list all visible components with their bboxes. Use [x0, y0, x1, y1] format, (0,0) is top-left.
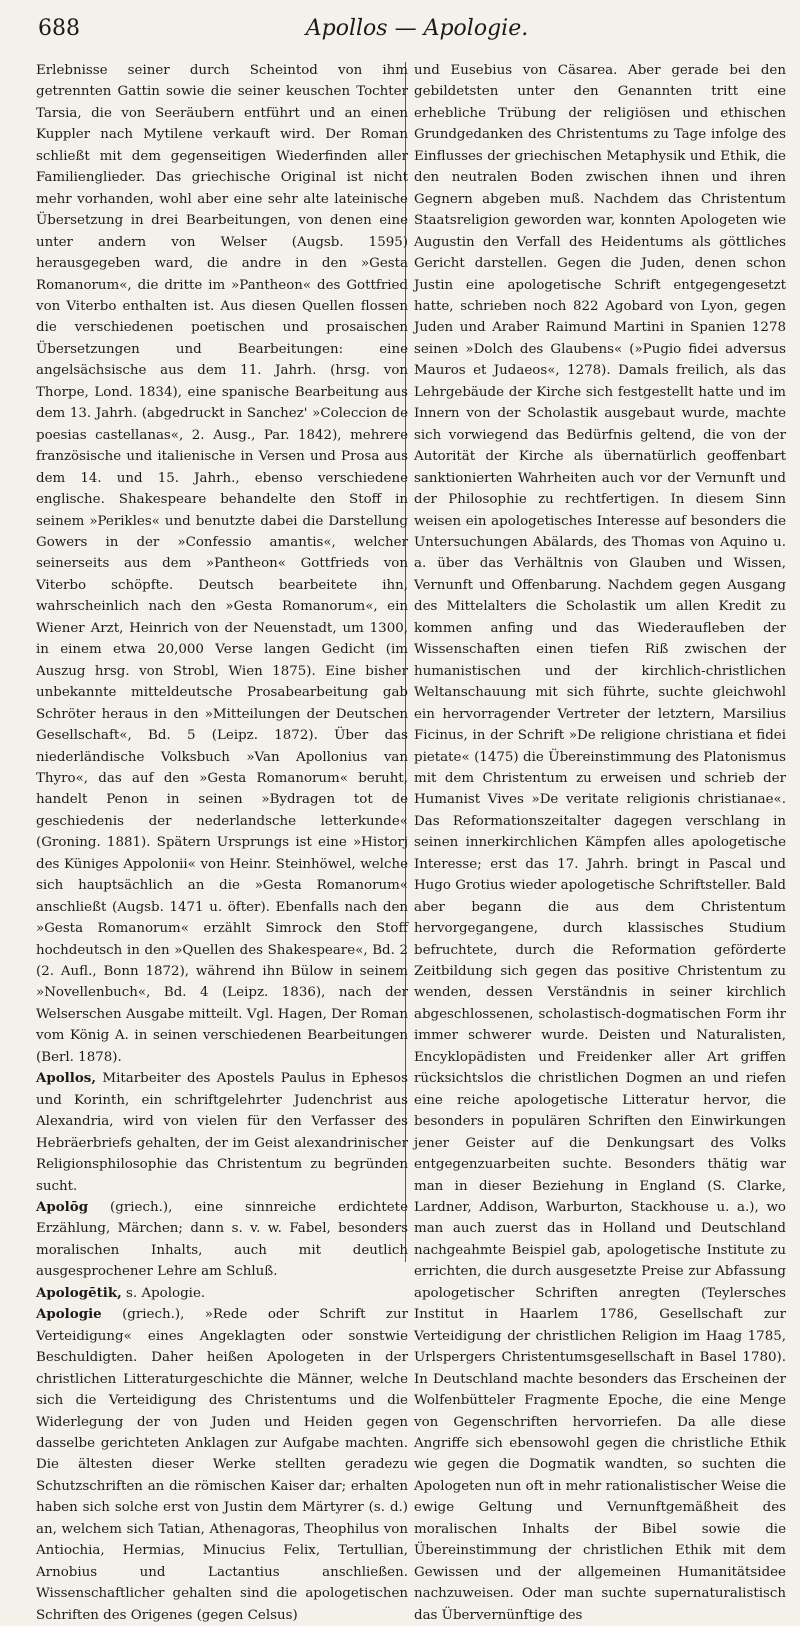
entry-text-apologie: (griech.), »Rede oder Schrift zur Verteidigung« eines Angeklagten oder sonstwie Beschuldigten. Daher heißen Apologeten in der christlichen Litteraturgeschichte die Männer, welche sich die Verteidigung des Christentums und die Widerlegung der von Juden und Heiden gegen dasselbe gerichteten Anklagen zur Aufgabe machten. Die ältesten dieser Werke stellten geradezu Schutzschriften an die römischen Kaiser dar; erhalten haben sich solche erst von Justin dem Märtyrer (s. d.) an, welchem sich Tatian, Athenagoras, Theophilus von Antiochia, Hermias, Minucius Felix, Tertullian, Arnobius und Lactantius anschließen. Wissenschaftlicher gehalten sind die apologetischen Schriften des Origenes (gegen Celsus)	[36, 1307, 408, 1623]
entry-head-apologie: Apologie	[36, 1306, 102, 1323]
page-header	[38, 16, 796, 46]
left-column	[36, 60, 408, 1623]
paragraph-apologie-continued: und Eusebius von Cäsarea. Aber gerade bei den gebildetsten unter den Genannten tritt eine erhebliche Trübung der religiösen und ethischen Grundgedanken des Christentums zu Tage infolge des Einflusses der griechischen Metaphysik und Ethik, die den neutralen Boden zwischen ihnen und ihren Gegnern abgeben muß. Nachdem das Christentum Staatsreligion geworden war, konnten Apologeten wie Augustin den Verfall des Heidentums als göttliches Gericht darstellen. Gegen die Juden, denen schon Justin eine apologetische Schrift entgegengesetzt hatte, schrieben noch 822 Agobard von Lyon, gegen Juden und Araber Raimund Martini in Spanien 1278 seinen »Dolch des Glaubens« (»Pugio fidei adversus Mauros et Judaeos«, 1278). Damals freilich, als das Lehrgebäude der Kirche sich festgestellt hatte und im Innern von der Scholastik ausgebaut wurde, machte sich vorwiegend das Bedürfnis geltend, die von der Autorität der Kirche als übernatürlich geoffenbart sanktionierten Wahrheiten auch vor der Vernunft und der Philosophie zu rechtfertigen. In diesem Sinn weisen ein apologetisches Interesse auf besonders die Untersuchungen Abälards, des Thomas von Aquino u. a. über das Verhältnis von Glauben und Wissen, Vernunft und Offenbarung. Nachdem gegen Ausgang des Mittelalters die Scholastik um allen Kredit zu kommen anfing und das Wiederaufleben der Wissenschaften einen tiefen Riß zwischen der humanistischen und der kirchlich-christlichen Weltanschauung mit sich führte, suchte gleichwohl ein hervorragender Vertreter der letztern, Marsilius Ficinus, in der Schrift »De religione christiana et fidei pietate« (1475) die Übereinstimmung des Platonismus mit dem Christentum zu erweisen und schrieb der Humanist Vives »De veritate religionis christianae«. Das Reformationszeitalter dagegen verschlang in seinen innerkirchlichen Kämpfen alles apologetische Interesse; erst das 17. Jahrh. bringt in Pascal und Hugo Grotius wieder apologetische Schriftsteller. Bald aber begann die aus dem Christentum hervorgegangene, durch klassisches Studium befruchtete, durch die Reformation geförderte Zeitbildung sich gegen das positive Christentum zu wenden, dessen Verständnis in seiner kirchlich abgeschlossenen, scholastisch-dogmatischen Form ihr immer schwerer wurde. Deisten und Naturalisten, Encyklopädisten und Freidenker aller Art griffen rücksichtslos die christlichen Dogmen an und riefen eine reiche apologetische Litteratur hervor, die besonders in populären Schriften den Einwirkungen jener Geister auf die Denkungsart des Volks entgegenzuarbeiten suchte. Besonders thätig war man in dieser Beziehung in England (S. Clarke, Lardner, Addison, Warburton, Stackhouse u. a.), wo man auch zuerst das in Holland und Deutschland nachgeahmte Beispiel gab, apologetische Institute zu errichten, die durch ausgesetzte Preise zur Abfassung apologetischer Schriften anregten (Teylersches Institut in Haarlem 1786, Gesellschaft zur Verteidigung der christlichen Religion im Haag 1785, Urlspergers Christentumsgesellschaft in Basel 1780). In Deutschland machte besonders das Erscheinen der Wolfenbütteler Fragmente Epoche, die eine Menge von Gegenschriften hervorriefen. Da alle diese Angriffe sich ebensowohl gegen die christliche Ethik wie gegen die Dogmatik wandten, so suchten die Apologeten nun oft in mehr rationalistischer Weise die ewige Geltung und Vernunftgemäßheit des moralischen Inhalts der Bibel sowie die Übereinstimmung der christlichen Ethik mit dem Gewissen und der allgemeinen Humanitätsidee nachzuweisen. Oder man suchte supernaturalistisch das Übervernünftige des	[414, 63, 786, 1623]
paragraph-apollonius-continued: Erlebnisse seiner durch Scheintod von ihm getrennten Gattin sowie die seiner keuschen Tochter Tarsia, die von Seeräubern entführt und an einen Kuppler nach Mytilene verkauft wird. Der Roman schließt mit dem gegenseitigen Wiederfinden aller Familienglieder. Das griechische Original ist nicht mehr vorhanden, wohl aber eine sehr alte lateinische Übersetzung in drei Bearbeitungen, von denen eine unter andern von Welser (Augsb. 1595) herausgegeben ward, die andre in den »Gesta Romanorum«, die dritte im »Pantheon« des Gottfried von Viterbo enthalten ist. Aus diesen Quellen flossen die verschiedenen poetischen und prosaischen Übersetzungen und Bearbeitungen: eine angelsächsische aus dem 11. Jahrh. (hrsg. von Thorpe, Lond. 1834), eine spanische Bearbeitung aus dem 13. Jahrh. (abgedruckt in Sanchez' »Coleccion de poesias castellanas«, 2. Ausg., Par. 1842), mehrere französische und italienische in Versen und Prosa aus dem 14. und 15. Jahrh., ebenso verschiedene englische. Shakespeare behandelte den Stoff in seinem »Perikles« und benutzte dabei die Darstellung Gowers in der »Confessio amantis«, welcher seinerseits aus dem »Pantheon« Gottfrieds von Viterbo schöpfte. Deutsch bearbeitete ihn, wahrscheinlich nach den »Gesta Romanorum«, ein Wiener Arzt, Heinrich von der Neuenstadt, um 1300, in einem etwa 20,000 Verse langen Gedicht (im Auszug hrsg. von Strobl, Wien 1875). Eine bisher unbekannte mitteldeutsche Prosabearbeitung gab Schröter heraus in den »Mitteilungen der Deutschen Gesellschaft«, Bd. 5 (Leipz. 1872). Über das niederländische Volksbuch »Van Apollonius van Thyro«, das auf den »Gesta Romanorum« beruht, handelt Penon in seinen »Bydragen tot de geschiedenis der nederlandsche letterkunde« (Groning. 1881). Spätern Ursprungs ist eine »Historj des Küniges Appolonii« von Heinr. Steinhöwel, welche sich hauptsächlich an die »Gesta Romanorum« anschließt (Augsb. 1471 u. öfter). Ebenfalls nach den »Gesta Romanorum« erzählt Simrock den Stoff hochdeutsch in den »Quellen des Shakespeare«, Bd. 2 (2. Aufl., Bonn 1872), während ihn Bülow in seinem »Novellenbuch«, Bd. 4 (Leipz. 1836), nach der Welserschen Ausgabe mitteilt. Vgl. Hagen, Der Roman vom König A. in seinen verschiedenen Bearbeitungen (Berl. 1878).	[36, 63, 408, 1065]
entry-text-apologetik: s. Apologie.	[121, 1285, 206, 1301]
entry-apolog	[36, 1197, 408, 1283]
entry-apologetik	[36, 1283, 408, 1304]
entry-head-apolog: Apolōg	[36, 1199, 89, 1216]
page-number: 688	[38, 16, 80, 41]
entry-apologie	[36, 1304, 408, 1626]
entry-apollos	[36, 1068, 408, 1197]
running-title: Apollos — Apologie.	[305, 16, 529, 41]
right-column	[414, 60, 786, 1623]
entry-text-apollos: Mitarbeiter des Apostels Paulus in Ephesos und Korinth, ein schriftgelehrter Judenchrist aus Alexandria, wird von vielen für den Verfasser des Hebräerbriefs gehalten, der im Geist alexandrinischer Religionsphilosophie das Christentum zu begründen sucht.	[36, 1071, 408, 1194]
entry-text-apolog: (griech.), eine sinnreiche erdichtete Erzählung, Märchen; dann s. v. w. Fabel, besonders moralischen Inhalts, auch mit deutlich ausgesprochener Lehre am Schluß.	[36, 1200, 408, 1280]
entry-head-apollos: Apollos,	[36, 1070, 96, 1087]
entry-head-apologetik: Apologētik,	[36, 1284, 122, 1301]
